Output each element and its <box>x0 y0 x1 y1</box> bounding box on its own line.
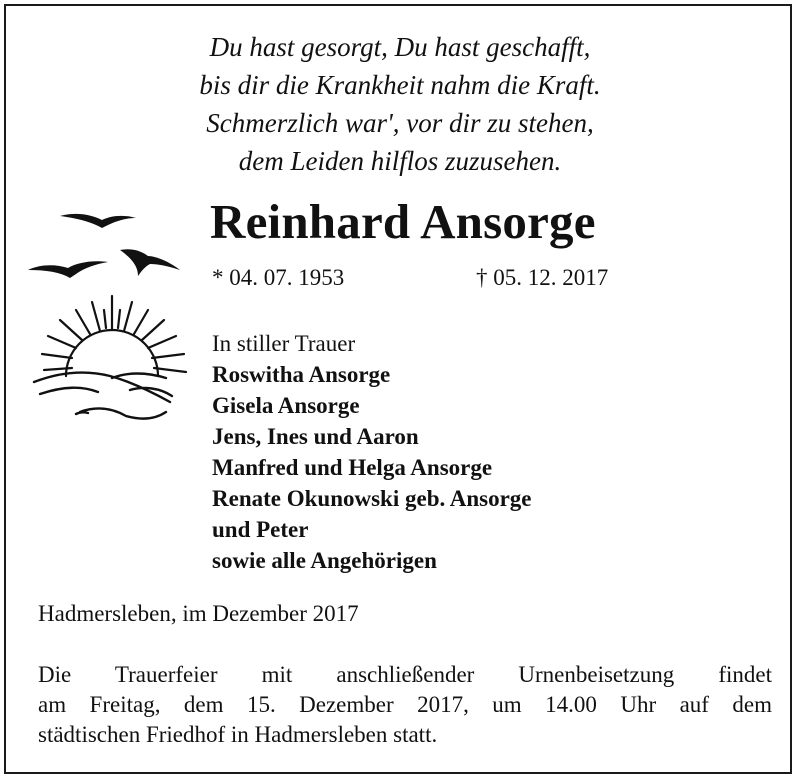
poem-line: Du hast gesorgt, Du hast geschafft, <box>209 32 591 62</box>
place-and-date: Hadmersleben, im Dezember 2017 <box>38 601 359 626</box>
birth-date: * 04. 07. 1953 <box>212 265 345 290</box>
deceased-name: Reinhard Ansorge <box>210 194 596 249</box>
mourner-name: sowie alle Angehörigen <box>212 548 437 573</box>
mourner-name: Roswitha Ansorge <box>212 362 391 387</box>
memorial-poem <box>6 28 794 180</box>
poem-line: dem Leiden hilflos zuzusehen. <box>238 146 562 176</box>
poem-line: bis dir die Krankheit nahm die Kraft. <box>199 70 601 100</box>
mourner-name: Gisela Ansorge <box>212 393 360 418</box>
mourner-name: Renate Okunowski geb. Ansorge <box>212 486 532 511</box>
funeral-notice <box>38 660 772 750</box>
mourners-intro: In stiller Trauer <box>212 331 356 356</box>
sun-icon <box>42 296 186 376</box>
birds-icon <box>28 214 180 278</box>
obituary-card <box>4 4 792 774</box>
death-date: † 05. 12. 2017 <box>476 265 609 290</box>
birds-sunset-illustration <box>20 206 206 426</box>
mourner-name: und Peter <box>212 517 309 542</box>
notice-line: städtischen Friedhof in Hadmersleben statt. <box>38 722 438 747</box>
mourners-list <box>212 328 531 576</box>
mourner-name: Jens, Ines und Aaron <box>212 424 419 449</box>
notice-line: Die Trauerfeier mit anschließender Urnenbeisetzung findet <box>38 662 772 687</box>
notice-line: am Freitag, dem 15. Dezember 2017, um 14.00 Uhr auf dem <box>38 692 772 717</box>
poem-line: Schmerzlich war', vor dir zu stehen, <box>206 108 594 138</box>
hills-icon <box>34 373 172 419</box>
mourner-name: Manfred und Helga Ansorge <box>212 455 493 480</box>
